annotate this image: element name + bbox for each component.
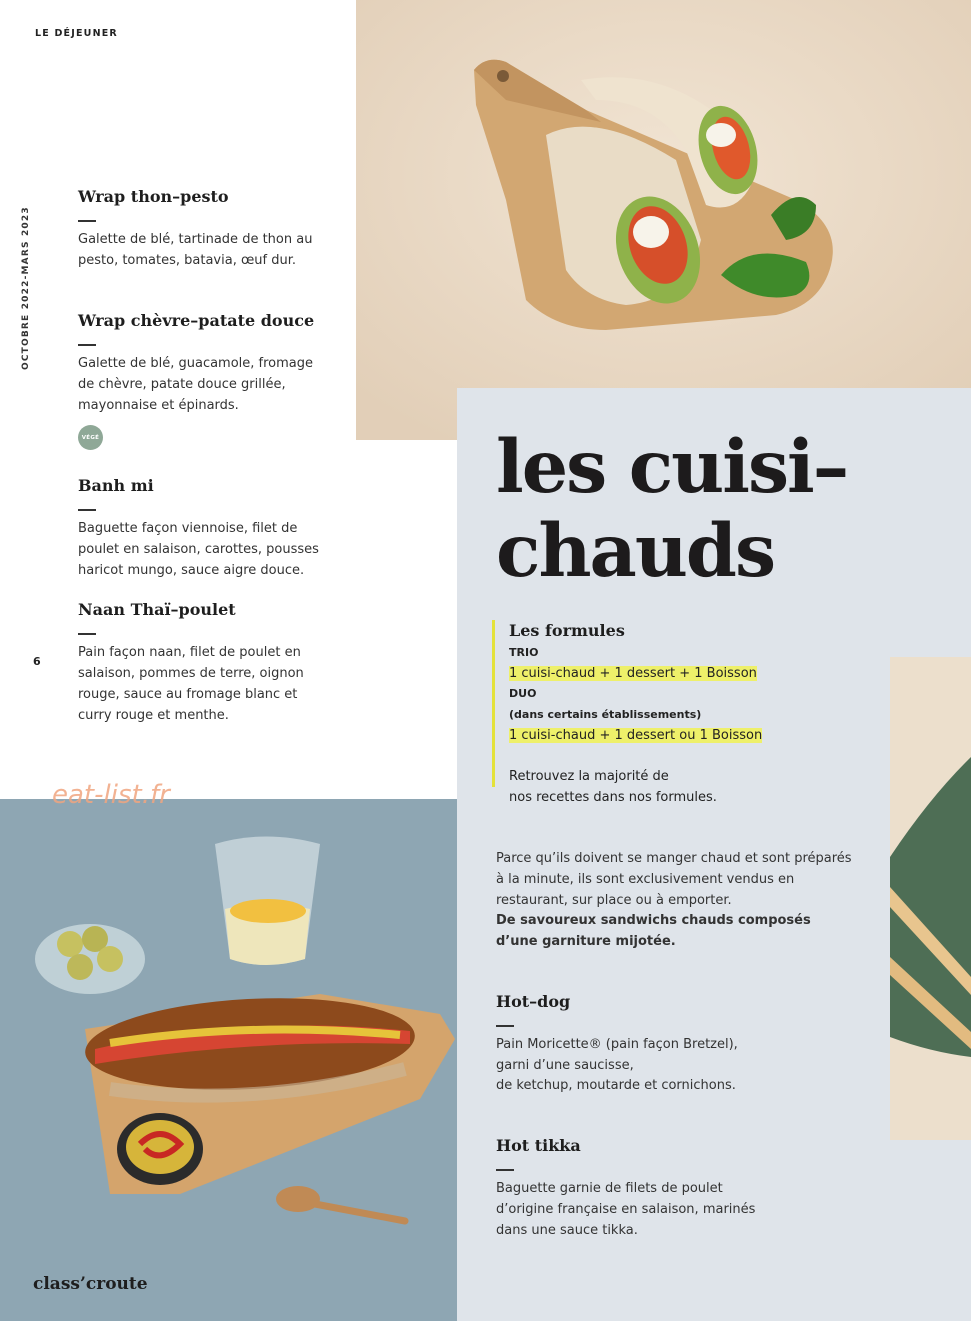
divider bbox=[78, 509, 96, 511]
section-label: LE DÉJEUNER bbox=[35, 28, 118, 39]
tikka-desc: Baguette garnie de filets de poulet d’origine française en salaison, marinés dans une sauce tikka. bbox=[496, 1181, 756, 1238]
wrap-photo bbox=[356, 0, 971, 440]
brand-logo: class’croute bbox=[33, 1274, 148, 1294]
item-desc-wrap-thon: Galette de blé, tartinade de thon au pesto, tomates, batavia, œuf dur. bbox=[78, 232, 313, 268]
formulas-accent-bar bbox=[492, 620, 495, 787]
hotdog-illustration bbox=[0, 799, 457, 1321]
cutlery-photo bbox=[890, 657, 971, 1140]
retrouvez-line-1: Retrouvez la majorité de bbox=[509, 769, 669, 784]
retrouvez-line-2: nos recettes dans nos formules. bbox=[509, 790, 717, 805]
duo-note: (dans certains établissements) bbox=[509, 708, 702, 721]
watermark: eat-list.fr bbox=[52, 780, 170, 810]
divider bbox=[78, 633, 96, 635]
trio-text: 1 cuisi-chaud + 1 dessert + 1 Boisson bbox=[509, 666, 757, 681]
intro-text: Parce qu’ils doivent se manger chaud et sont préparés à la minute, ils sont exclusivement vendus en restaurant, sur place ou à emporter. bbox=[496, 851, 852, 908]
page-number: 6 bbox=[33, 655, 41, 668]
item-title-banh-mi: Banh mi bbox=[78, 476, 154, 495]
period-label: OCTOBRE 2022-MARS 2023 bbox=[21, 206, 31, 370]
item-title-wrap-thon: Wrap thon–pesto bbox=[78, 187, 229, 206]
divider bbox=[78, 344, 96, 346]
intro-bold: De savoureux sandwichs chauds composés d’une garniture mijotée. bbox=[496, 913, 811, 949]
hotdog-photo bbox=[0, 799, 457, 1321]
vege-badge-label: VÉGÉ bbox=[81, 434, 100, 441]
tikka-title: Hot tikka bbox=[496, 1136, 581, 1155]
divider bbox=[78, 220, 96, 222]
title-line-2: chauds bbox=[496, 508, 775, 594]
vege-badge bbox=[78, 425, 103, 450]
hotdog-line-3: de ketchup, moutarde et cornichons. bbox=[496, 1078, 736, 1093]
item-desc-banh-mi: Baguette façon viennoise, filet de poulet en salaison, carottes, pousses haricot mungo, sauce aigre douce. bbox=[78, 521, 319, 578]
item-desc-wrap-chevre: Galette de blé, guacamole, fromage de chèvre, patate douce grillée, mayonnaise et épinards. bbox=[78, 356, 314, 413]
item-title-naan: Naan Thaï–poulet bbox=[78, 600, 236, 619]
hotdog-line-2: garni d’une saucisse, bbox=[496, 1058, 634, 1073]
wrap-illustration bbox=[356, 0, 971, 440]
item-title-wrap-chevre: Wrap chèvre–patate douce bbox=[78, 311, 315, 330]
item-desc-naan: Pain façon naan, filet de poulet en salaison, pommes de terre, oignon rouge, sauce au fromage blanc et curry rouge et menthe. bbox=[78, 645, 304, 723]
divider bbox=[496, 1025, 514, 1027]
hotdog-title: Hot–dog bbox=[496, 992, 571, 1011]
duo-label: DUO bbox=[509, 687, 537, 700]
cutlery-illustration bbox=[890, 657, 971, 1140]
duo-text: 1 cuisi-chaud + 1 dessert ou 1 Boisson bbox=[509, 728, 763, 743]
title-line-1: les cuisi– bbox=[496, 424, 848, 510]
divider bbox=[496, 1169, 514, 1171]
trio-label: TRIO bbox=[509, 646, 539, 659]
hotdog-line-1: Pain Moricette® (pain façon Bretzel), bbox=[496, 1037, 738, 1052]
cuisi-chauds-title bbox=[496, 425, 847, 593]
formulas-title: Les formules bbox=[509, 621, 625, 640]
